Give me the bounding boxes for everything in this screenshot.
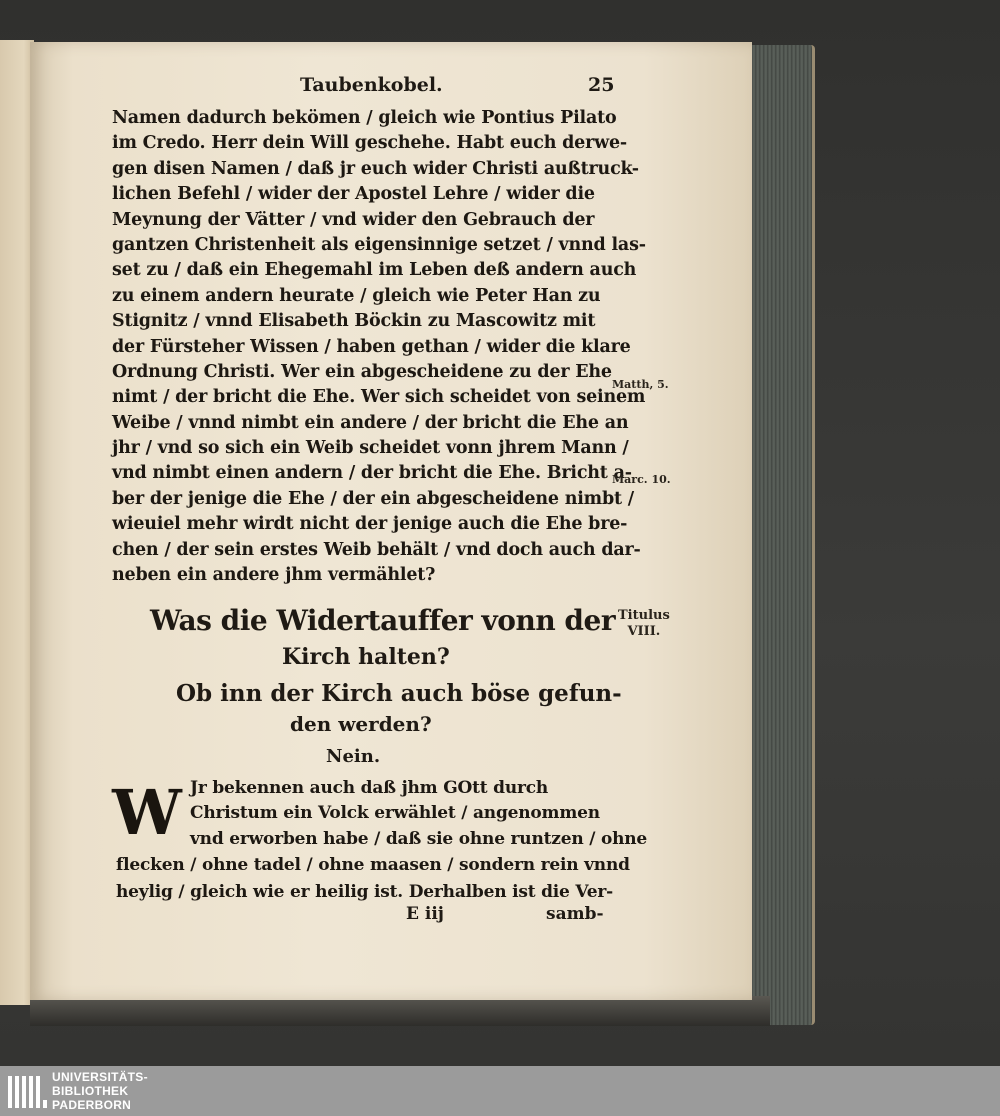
text-line: ber der jenige die Ehe / der ein abgescheidene nimbt / [112,488,635,509]
text-line: Weibe / vnnd nimbt ein andere / der bricht die Ehe an [112,412,629,433]
answer-heading: Nein. [326,746,381,767]
margin-note-titulus [618,608,670,640]
text-line: Ordnung Christi. Wer ein abgescheidene zu der Ehe [112,361,612,382]
text-line: der Fürsteher Wissen / haben gethan / wider die klare [112,336,631,357]
paragraph-full [116,852,630,906]
library-name [52,1070,148,1112]
text-line: Namen dadurch bekömen / gleich wie Pontius Pilato [112,108,617,128]
library-logo-icon [6,1072,48,1112]
text-line: set zu / daß ein Ehegemahl im Leben deß andern auch [112,260,637,281]
text-line: neben ein andere jhm vermählet? [112,565,436,586]
section-heading: Was die Widertauffer vonn der [150,604,616,637]
text-line: vnd erworben habe / daß sie ohne runtzen / ohne [190,828,648,849]
text-line: flecken / ohne tadel / ohne maasen / sondern rein vnnd [116,855,630,875]
text-line: lichen Befehl / wider der Apostel Lehre / wider die [112,184,595,205]
library-name-line: UNIVERSITÄTS- [52,1070,148,1084]
text-line: im Credo. Herr dein Will geschehe. Habt euch derwe- [112,133,627,154]
library-footer-bar [0,1066,1000,1116]
signature-mark: E iij [406,904,444,924]
page-number: 25 [588,74,615,96]
running-head: Taubenkobel. [300,74,443,96]
book-bottom-edge [30,996,770,1026]
margin-note-matth: Matth, 5. [612,378,669,391]
text-line: vnd nimbt einen andern / der bricht die Ehe. Bricht a- [112,463,632,484]
text-line: Jr bekennen auch daß jhm GOtt durch [190,778,549,798]
facing-page-edge [0,40,34,1005]
subheading: Ob inn der Kirch auch böse gefun- [176,680,622,707]
margin-note-marc: Marc. 10. [612,473,671,486]
text-line: heylig / gleich wie er heilig ist. Derhalben ist die Ver- [116,882,614,902]
text-line: Stignitz / vnnd Elisabeth Böckin zu Mascowitz mit [112,311,596,332]
catchword: samb- [546,904,604,924]
paragraph-indented [190,776,648,852]
subheading-cont: den werden? [290,712,432,736]
library-name-line: PADERBORN [52,1098,132,1112]
decorated-initial: W [112,776,182,849]
text-line: wieuiel mehr wirdt nicht der jenige auch die Ehe bre- [112,514,628,535]
text-line: nimt / der bricht die Ehe. Wer sich scheidet von seinem [112,387,646,408]
text-line: zu einem andern heurate / gleich wie Peter Han zu [112,285,601,306]
text-line: Meynung der Vätter / vnd wider den Gebrauch der [112,209,595,230]
library-name-line: BIBLIOTHEK [52,1084,129,1098]
titulus-number: VIII. [627,624,661,639]
text-line: Christum ein Volck erwählet / angenommen [190,803,600,824]
text-line: gantzen Christenheit als eigensinnige setzet / vnnd las- [112,234,646,255]
text-line: gen disen Namen / daß jr euch wider Christi außtruck- [112,158,639,179]
text-line: jhr / vnd so sich ein Weib scheidet vonn jhrem Mann / [112,438,629,459]
titulus-label: Titulus [618,608,670,623]
text-line: chen / der sein erstes Weib behält / vnd doch auch dar- [112,539,641,560]
section-heading-cont: Kirch halten? [282,644,450,670]
